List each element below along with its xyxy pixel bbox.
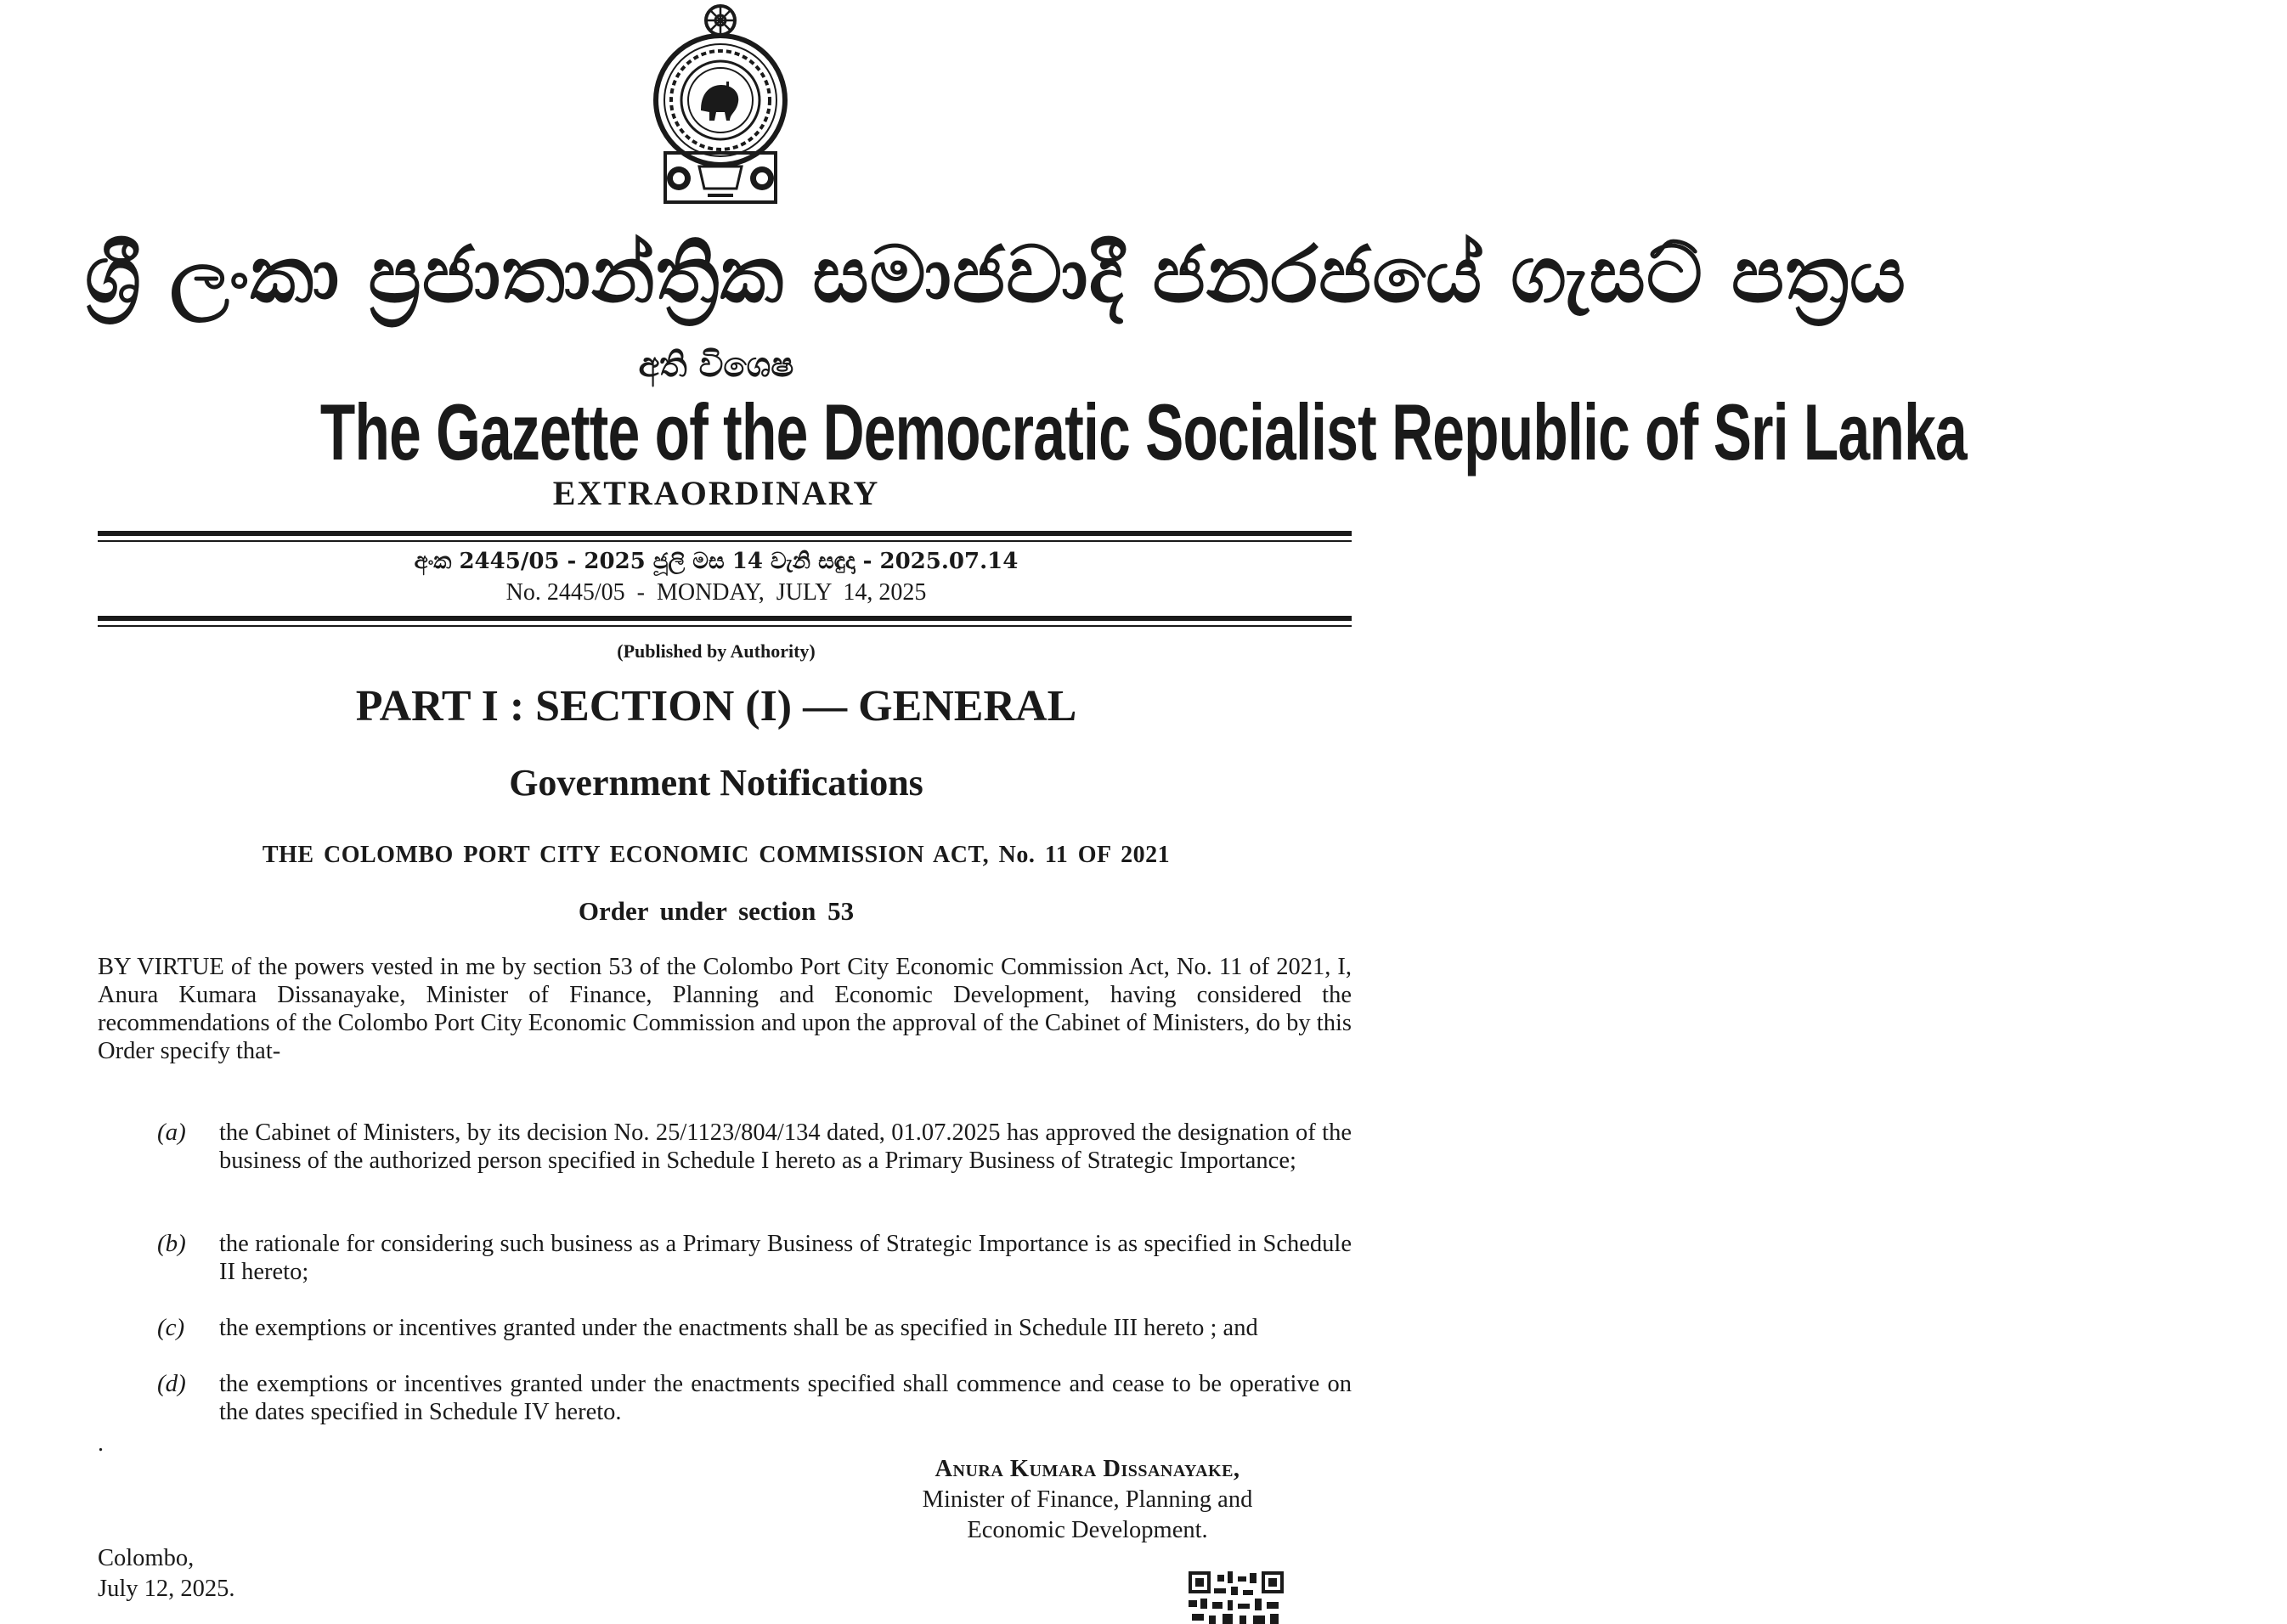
- bottom-rule-thin: [98, 625, 1352, 627]
- extraordinary-label: EXTRAORDINARY: [552, 474, 880, 512]
- clause-text: the exemptions or incentives granted under the enactments specified shall commence and cease to be operative on the dates specified in Schedule IV hereto.: [219, 1371, 1352, 1425]
- published-by-authority: (Published by Authority): [617, 640, 816, 662]
- clause-text: the Cabinet of Ministers, by its decision No. 25/1123/804/134 dated, 01.07.2025 has approved the designation of the business of the authorized person specified in Schedule I hereto as a Primary Business of Strategic Importance;: [219, 1119, 1352, 1174]
- clause-a: [98, 1119, 1352, 1175]
- bottom-rule-thick: [98, 616, 1352, 621]
- signatory-title-line1: Minister of Finance, Planning and: [922, 1486, 1253, 1513]
- section-heading: Government Notifications: [509, 762, 923, 804]
- place: Colombo,: [98, 1545, 195, 1571]
- sri-lanka-emblem-icon: [648, 0, 793, 207]
- clause-text: the rationale for considering such business as a Primary Business of Strategic Importance is as specified in Schedule II hereto;: [219, 1231, 1352, 1285]
- signatory-title-line2: Economic Development.: [967, 1517, 1208, 1543]
- signature-block: [875, 1454, 1300, 1546]
- issue-line-english: No. 2445/05 - MONDAY, JULY 14, 2025: [505, 579, 927, 606]
- top-rule-thick: [98, 531, 1352, 536]
- place-date-block: [98, 1543, 235, 1604]
- qr-code-icon: [1189, 1571, 1284, 1624]
- order-title: Order under section 53: [578, 896, 855, 926]
- act-title: THE COLOMBO PORT CITY ECONOMIC COMMISSION ACT, No. 11 OF 2021: [262, 842, 1171, 868]
- part-title: PART I : SECTION (I) — GENERAL: [355, 682, 1077, 730]
- gazette-title-english-text: The Gazette of the Democratic Socialist Republic of Sri Lanka: [319, 387, 1967, 476]
- clause-b: [98, 1230, 1352, 1286]
- gazette-title-sinhala: ශ්‍රී ලංකා ප්‍රජාතාන්ත්‍රික සමාජවාදී ජනරජයේ ගැසට් පත්‍රය: [85, 229, 1907, 320]
- top-rule-thin: [98, 540, 1352, 542]
- clause-label: (b): [157, 1230, 186, 1257]
- signatory-name: Anura Kumara Dissanayake,: [935, 1456, 1240, 1482]
- clause-label: (a): [157, 1119, 186, 1146]
- clause-text: the exemptions or incentives granted under the enactments shall be as specified in Schedule III hereto ; and: [219, 1315, 1258, 1341]
- date: July 12, 2025.: [98, 1576, 235, 1602]
- gazette-title-english: [0, 387, 1967, 476]
- preamble-paragraph: BY VIRTUE of the powers vested in me by section 53 of the Colombo Port City Economic Commission Act, No. 11 of 2021, I, Anura Kumara Dissanayake, Minister of Finance, Planning and Economic Development, having considered the recommendations of the Colombo Port City Economic Commission and upon the approval of the Cabinet of Ministers, do by this Order specify that-: [98, 954, 1352, 1064]
- extraordinary-label-sinhala: අති විශෙෂ: [638, 346, 794, 385]
- clause-d: [98, 1370, 1352, 1426]
- clause-c: [98, 1314, 1352, 1342]
- stray-period: .: [98, 1430, 104, 1457]
- clause-label: (c): [157, 1314, 185, 1341]
- issue-line-sinhala: අංක 2445/05 - 2025 ජූලි මස 14 වැනි සඳුදා - 2025.07.14: [414, 549, 1019, 574]
- clause-label: (d): [157, 1370, 186, 1397]
